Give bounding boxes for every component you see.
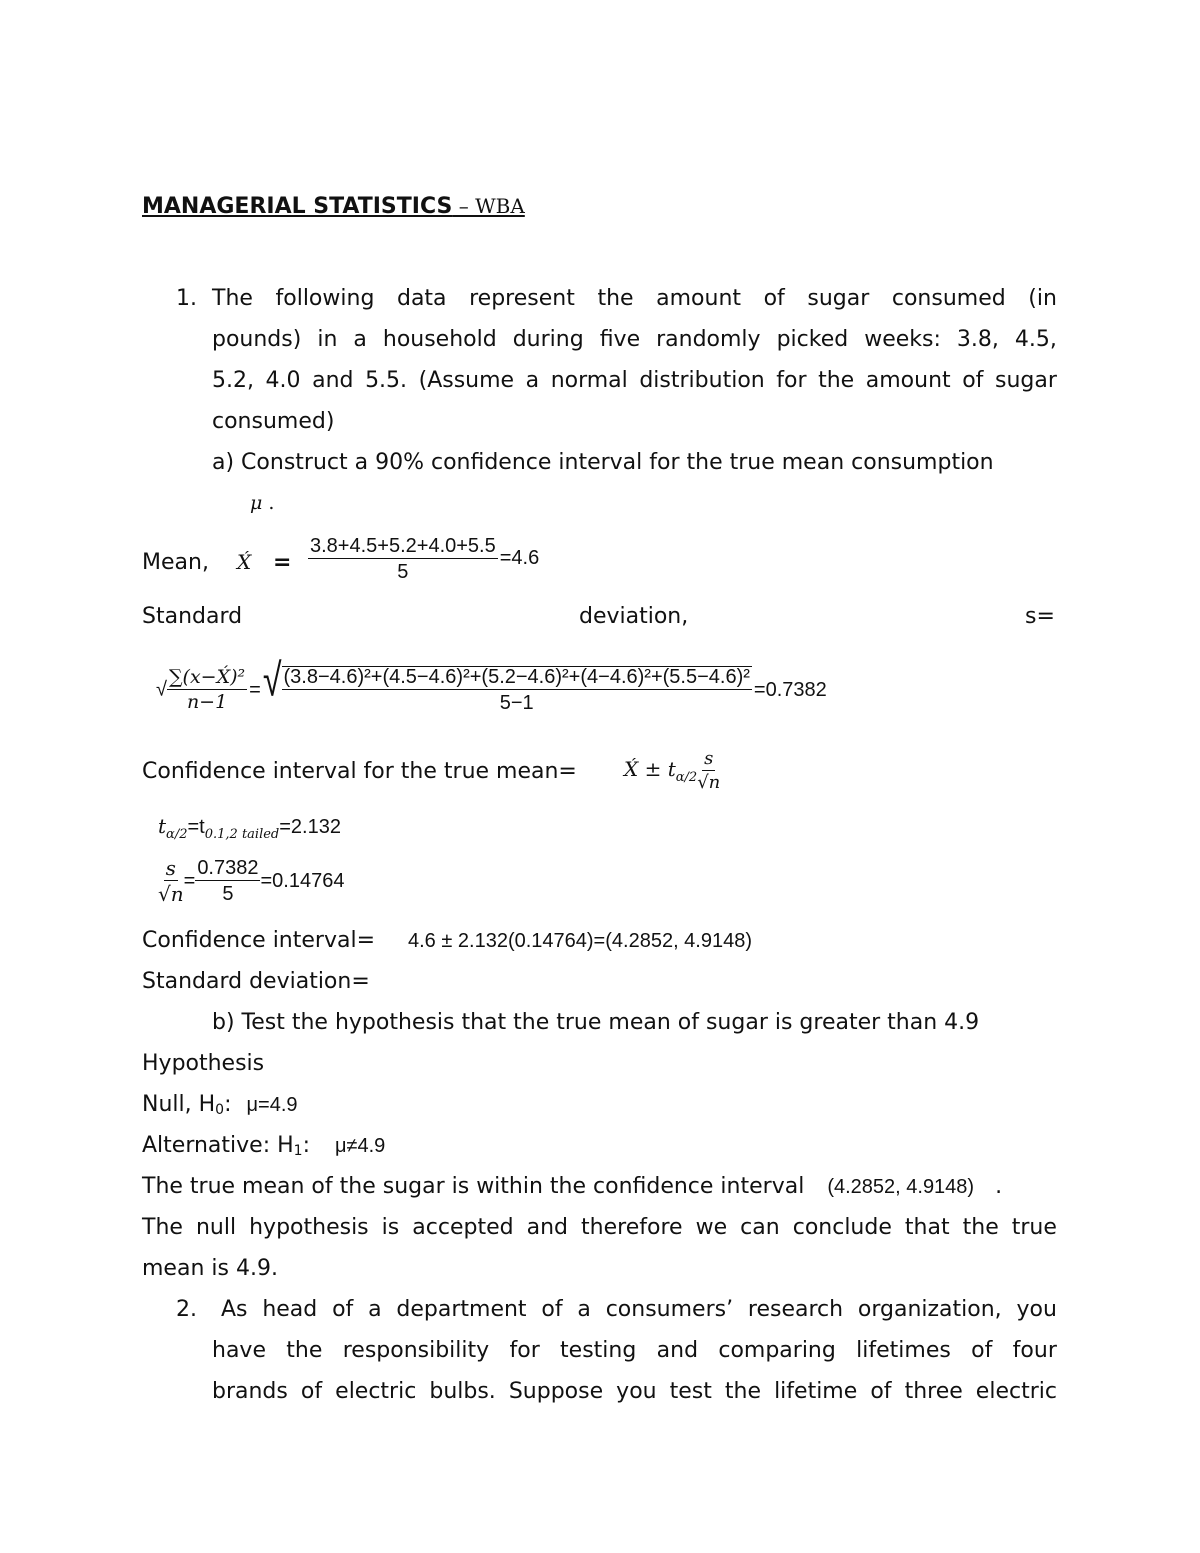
- stddev-lhs-numerator: ∑(x−X́)²: [168, 665, 246, 688]
- stddev-formula: √ $\frac{\text{∑(x−X́)²}}{n-1}$ = √ $\frac{\text{(3.8−4.6)²+(4.5−4.6)²+(5.2−4.6)²+(4−4.6)²+(5.5−4.6)²}}{5-1}$ =0.7382: [156, 666, 827, 713]
- mean-numerator: 3.8+4.5+5.2+4.0+5.5: [310, 535, 496, 557]
- sqrt-icon: √: [156, 678, 167, 701]
- mean-label: Mean,: [142, 550, 209, 575]
- conclusion-line-2: The null hypothesis is accepted and therefore we can conclude that the true: [142, 1215, 1057, 1240]
- stddev-rhs-denominator: 5−1: [499, 692, 534, 714]
- mean-result: =4.6: [499, 547, 540, 570]
- alternative-hypothesis: Alternative: H1: μ≠4.9: [142, 1133, 386, 1159]
- q1-line-1: The following data represent the amount of sugar consumed (in: [212, 286, 1057, 311]
- ci-result-label: Confidence interval=: [142, 928, 375, 953]
- stddev-lhs-denominator: n−1: [186, 690, 228, 713]
- title-main: MANAGERIAL STATISTICS: [142, 194, 453, 219]
- conclusion-line-3: mean is 4.9.: [142, 1256, 278, 1281]
- t-value-line: $t_{\alpha/2}=t_{0.1,2 tailed}=2.132$: [158, 814, 341, 842]
- ci-label: Confidence interval for the true mean=: [142, 759, 577, 784]
- document-title: [142, 196, 525, 218]
- q2-line-2: have the responsibility for testing and comparing lifetimes of four: [212, 1338, 1057, 1363]
- q2-line-1: As head of a department of a consumers’ research organization, you: [221, 1297, 1057, 1322]
- q2-number: 2.: [176, 1297, 197, 1322]
- ci-formula: X́ ± $t_{\alpha/2}$ $\frac{s}{√n}$: [624, 748, 721, 793]
- stddev-result: =0.7382: [753, 678, 827, 701]
- q1-number: 1.: [176, 286, 197, 311]
- q2-line-3: brands of electric bulbs. Suppose you test the lifetime of three electric: [212, 1379, 1057, 1404]
- null-hypothesis: Null, H0: μ=4.9: [142, 1092, 298, 1118]
- big-sqrt-icon: √: [262, 655, 282, 707]
- q1-line-2: pounds) in a household during five randomly picked weeks: 3.8, 4.5,: [212, 327, 1057, 352]
- stddev-result-label: Standard deviation=: [142, 969, 370, 994]
- mean-denominator: 5: [397, 561, 409, 583]
- title-suffix: – WBA: [452, 194, 525, 218]
- stddev-label-right: s=: [1025, 604, 1055, 629]
- ci-result-value: 4.6 ± 2.132(0.14764)=(4.2852, 4.9148): [408, 930, 753, 952]
- q1-line-4: consumed): [212, 409, 335, 434]
- mean-symbol: X́: [237, 550, 252, 574]
- mean-equals: =: [273, 550, 292, 575]
- stddev-label-left: Standard: [142, 604, 243, 629]
- mean-formula: [308, 536, 539, 582]
- stddev-label-mid: deviation,: [579, 604, 689, 629]
- stddev-rhs-numerator: (3.8−4.6)²+(4.5−4.6)²+(5.2−4.6)²+(4−4.6)²+(5.5−4.6)²: [283, 666, 750, 688]
- standard-error-line: $\frac{s}{√n}$ = $\frac{0.7382}{5}$ =0.14764: [158, 856, 345, 906]
- hypothesis-heading: Hypothesis: [142, 1051, 265, 1076]
- part-a-mu-symbol: μ .: [250, 492, 275, 514]
- q1-part-a: a) Construct a 90% confidence interval for the true mean consumption: [212, 450, 994, 475]
- q1-line-3: 5.2, 4.0 and 5.5. (Assume a normal distribution for the amount of sugar: [212, 368, 1057, 393]
- part-b-text: b) Test the hypothesis that the true mean of sugar is greater than 4.9: [212, 1010, 980, 1035]
- conclusion-line-1: The true mean of the sugar is within the confidence interval (4.2852, 4.9148) .: [142, 1174, 1003, 1199]
